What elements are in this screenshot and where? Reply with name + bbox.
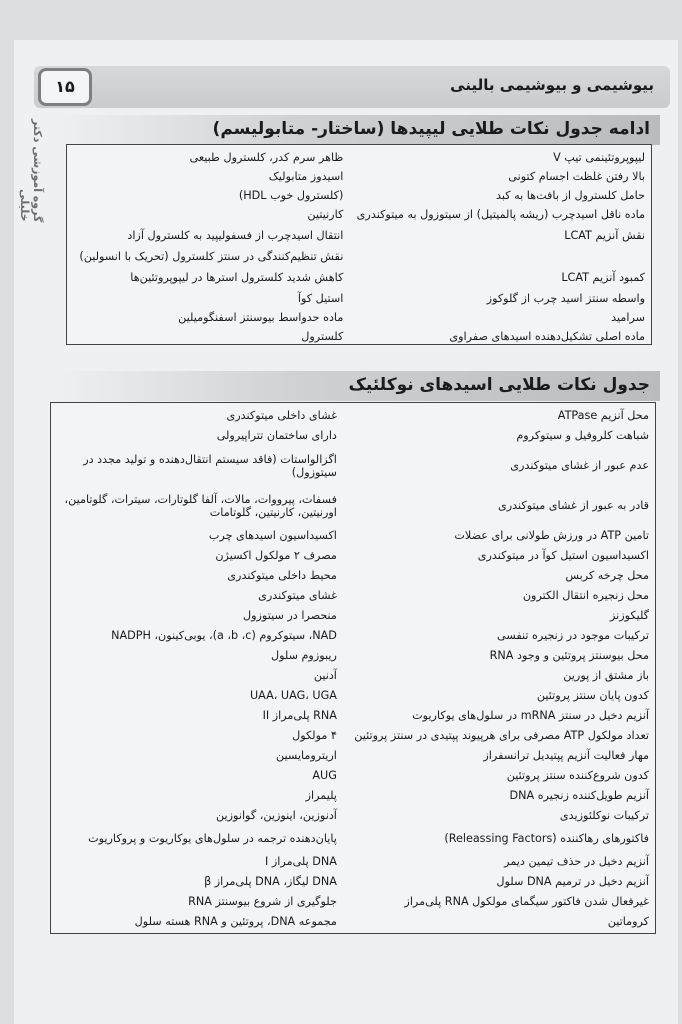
row-key: آنزیم دخیل در سنتز mRNA در سلول‌های یوکاریوت (412, 709, 649, 723)
row-key: ماده اصلی تشکیل‌دهنده اسیدهای صفراوی (449, 329, 645, 343)
table-row (51, 426, 655, 446)
table-row (51, 666, 655, 686)
row-value: ماده حدواسط بیوسنتز اسفنگومیلین (178, 310, 344, 324)
row-key: باز مشتق از پورین (563, 669, 649, 683)
row-key: محل بیوسنتز پروتئین و وجود RNA (489, 649, 649, 663)
row-value: اکسیداسیون اسیدهای چرب (208, 529, 337, 543)
table-row (51, 546, 655, 566)
table-row (67, 289, 651, 308)
row-key: لیپوپروتئینمی تیپ V (553, 150, 645, 164)
row-key: کروماتین (607, 915, 649, 929)
row-key: ترکیبات نوکلئوزیدی (559, 809, 649, 823)
nucleic-acids-table (50, 402, 656, 934)
table-row (51, 806, 655, 826)
row-key: عدم عبور از غشای میتوکندری (510, 459, 649, 473)
row-key: سرامید (611, 310, 645, 324)
row-key: تامین ATP در ورزش طولانی برای عضلات (454, 529, 649, 543)
row-value: مصرف ۲ مولکول اکسیژن (215, 549, 337, 563)
table-row (67, 148, 651, 167)
table-row (51, 586, 655, 606)
row-value: پایان‌دهنده ترجمه در سلول‌های یوکاریوت و پروکاریوت (88, 832, 337, 846)
row-value: (کلسترول خوب HDL) (238, 188, 344, 202)
table-row (51, 526, 655, 546)
row-key: فاکتورهای رهاکننده (Releassing Factors) (444, 832, 649, 846)
row-value: اریترومایسین (275, 749, 337, 763)
row-value: کارنیتین (307, 207, 344, 221)
table-row (51, 746, 655, 766)
row-key: آنزیم طویل‌کننده زنجیره DNA (509, 789, 649, 803)
row-key: مهار فعالیت آنزیم پپتیدیل ترانسفراز (483, 749, 649, 763)
row-key: واسطه سنتز اسید چرب از گلوکوز (486, 291, 645, 305)
row-value: فسفات، پیرووات، مالات، آلفا گلوتارات، سیترات، گلوتامین، اورنیتین، کارنیتین، گلوتامات (64, 492, 337, 519)
table-row (67, 186, 651, 205)
row-value: نقش تنظیم‌کنندگی در سنتز کلسترول (تحریک با انسولین) (79, 249, 344, 263)
page-number: ۱۵ (38, 68, 92, 106)
row-value: اسیدوز متابولیک (268, 169, 344, 183)
table-row (51, 872, 655, 892)
page-header (34, 66, 670, 108)
table-row (67, 327, 651, 346)
row-value: ظاهر سرم کدر، کلسترول طبیعی (189, 150, 344, 164)
row-value: جلوگیری از شروع بیوسنتز RNA (188, 895, 337, 909)
row-value: DNA پلی‌مراز I (265, 855, 337, 869)
table-row (67, 205, 651, 224)
row-key: محل آنزیم ATPase (557, 409, 649, 423)
table-row (67, 266, 651, 289)
table-row (51, 486, 655, 526)
section1-title: ادامه جدول نکات طلایی لیپیدها (ساختار- متابولیسم) (56, 115, 660, 145)
table-row (51, 826, 655, 852)
row-value: غشای میتوکندری (258, 589, 337, 603)
row-value: UAA، UAG، UGA (249, 689, 337, 703)
row-key: کدون شروع‌کننده سنتز پروتئین (506, 769, 649, 783)
table-row (67, 167, 651, 186)
row-value: محیط داخلی میتوکندری (227, 569, 337, 583)
table-row (51, 726, 655, 746)
row-key: کمبود آنزیم LCAT (561, 270, 645, 284)
row-key: حامل کلسترول از بافت‌ها به کبد (495, 188, 645, 202)
table-row (67, 308, 651, 327)
row-key: کدون پایان سنتز پروتئین (536, 689, 649, 703)
row-key: آنزیم دخیل در ترمیم DNA سلول (496, 875, 649, 889)
section2-title: جدول نکات طلایی اسیدهای نوکلئیک (56, 371, 660, 401)
row-value: استیل کوآ (297, 291, 344, 305)
row-value: ریبوزوم سلول (270, 649, 337, 663)
table-row (51, 892, 655, 912)
row-key: ماده ناقل اسیدچرب (ریشه پالمیتیل) از سیتوزول به میتوکندری (356, 207, 645, 221)
row-key: تعداد مولکول ATP مصرفی برای هرپیوند پپتیدی در سنتز پروتئین (354, 729, 649, 743)
row-key: ترکیبات موجود در زنجیره تنفسی (497, 629, 649, 643)
table-row (51, 446, 655, 486)
row-value: کلسترول (301, 329, 344, 343)
row-key: محل زنجیره انتقال الکترون (522, 589, 649, 603)
row-key: بالا رفتن غلظت اجسام کتونی (508, 169, 645, 183)
row-value: DNA لیگاز، DNA پلی‌مراز β (204, 875, 337, 889)
row-value: مجموعه DNA، پروتئین و RNA هسته سلول (134, 915, 337, 929)
table-row (51, 766, 655, 786)
row-value: آدنین (313, 669, 337, 683)
table-row (51, 686, 655, 706)
row-key: غیرفعال شدن فاکتور سیگمای مولکول RNA پلی‌مراز (404, 895, 649, 909)
table-row (51, 786, 655, 806)
table-row (51, 912, 655, 932)
row-value: انتقال اسیدچرب از فسفولیپید به کلسترول آزاد (127, 228, 344, 242)
row-key: شباهت کلروفیل و سیتوکروم (516, 429, 649, 443)
row-value: RNA پلی‌مراز II (262, 709, 337, 723)
row-value: اگزالواستات (فاقد سیستم انتقال‌دهنده و تولید مجدد در سیتوزول) (83, 452, 337, 479)
row-value: دارای ساختمان تتراپیرولی (216, 429, 337, 443)
row-value: AUG (312, 769, 337, 783)
row-value: منحصرا در سیتوزول (243, 609, 337, 623)
table-row (51, 646, 655, 666)
table-row (51, 852, 655, 872)
lipids-table (66, 144, 652, 345)
row-value: آدنوزین، اینوزین، گوانوزین (216, 809, 337, 823)
row-value: پلیمراز (305, 789, 337, 803)
row-value: NAD، سیتوکروم (a ،b ،c)، یوبی‌کینون، NADPH (111, 629, 337, 643)
table-row (51, 626, 655, 646)
row-key: نقش آنزیم LCAT (564, 228, 645, 242)
header-title: بیوشیمی و بیوشیمی بالینی (450, 76, 654, 94)
lipids-table-body (67, 145, 651, 346)
row-value: ۴ مولکول (292, 729, 337, 743)
table-row (51, 706, 655, 726)
side-watermark-label: گروه آموزشی دکتر خلیلی (18, 118, 44, 222)
row-value: غشای داخلی میتوکندری (226, 409, 337, 423)
table-row (51, 606, 655, 626)
row-key: آنزیم دخیل در حذف تیمین دیمر (504, 855, 649, 869)
table-row (51, 566, 655, 586)
row-key: اکسیداسیون استیل کوآ در میتوکندری (477, 549, 649, 563)
table-row (67, 224, 651, 247)
row-value: کاهش شدید کلسترول استرها در لیپوپروتئین‌ها (130, 270, 344, 284)
row-key: گلیکوزنز (609, 609, 649, 623)
table-row (67, 247, 651, 266)
nucleic-acids-table-body (51, 403, 655, 932)
row-key: قادر به عبور از غشای میتوکندری (497, 499, 649, 513)
table-row (51, 406, 655, 426)
row-key: محل چرخه کربس (565, 569, 649, 583)
